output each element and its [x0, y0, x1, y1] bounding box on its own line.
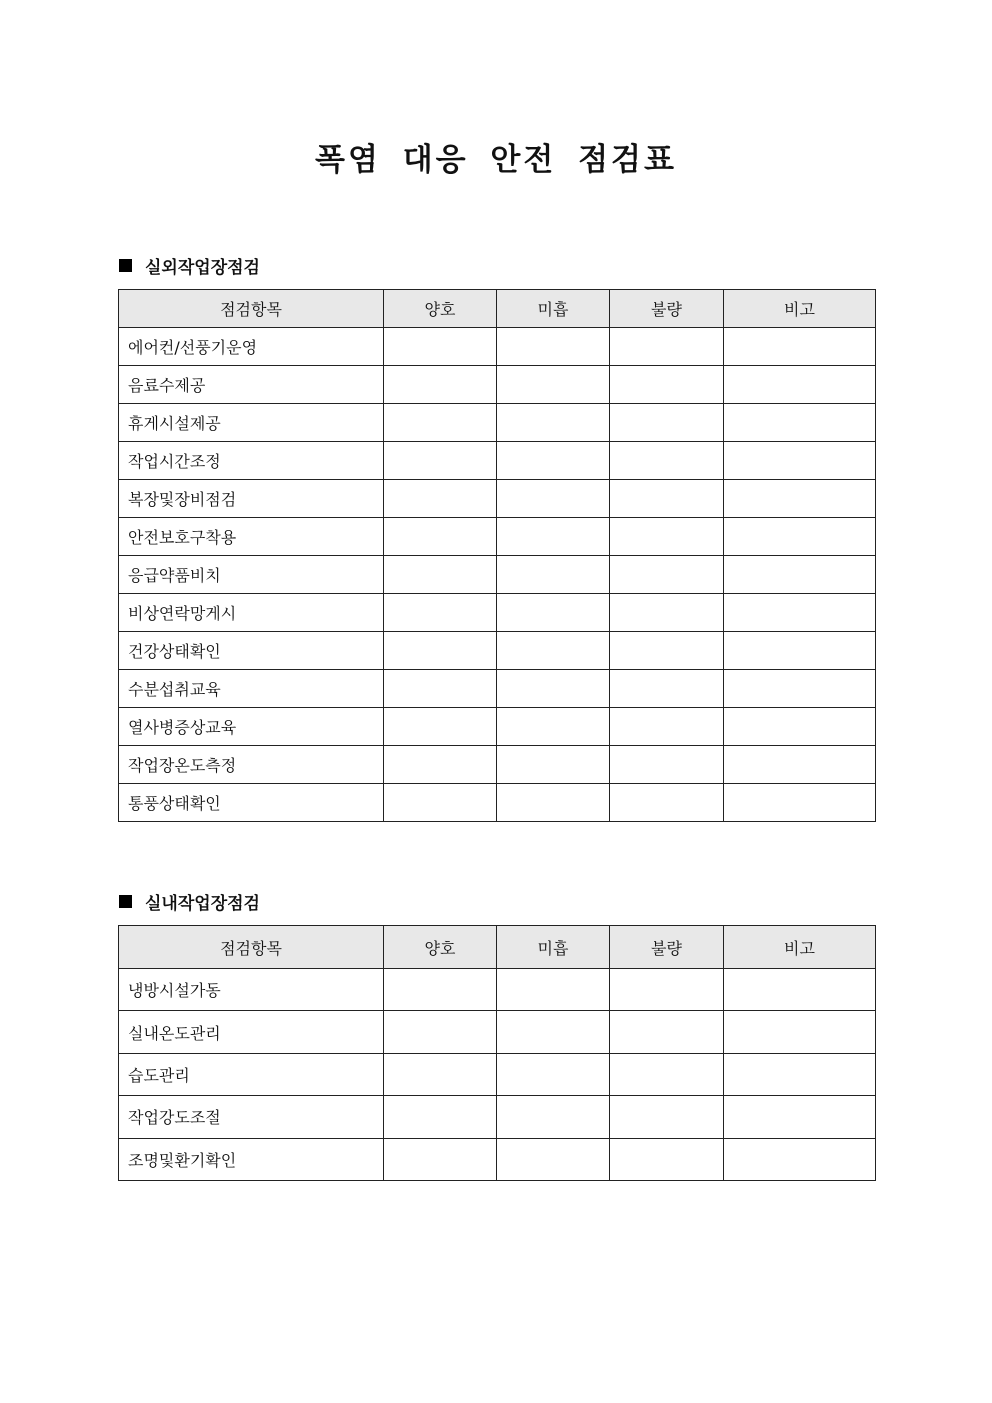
- table-row: [119, 632, 876, 670]
- check-item-label: 습도관리: [119, 1053, 384, 1095]
- remarks-cell[interactable]: [724, 670, 876, 708]
- insufficient-cell[interactable]: [497, 708, 610, 746]
- section-heading-outdoor: [119, 253, 260, 278]
- good-cell[interactable]: [384, 442, 497, 480]
- square-bullet-icon: [119, 895, 132, 908]
- column-header-remarks: 비고: [724, 290, 876, 328]
- remarks-cell[interactable]: [724, 1138, 876, 1180]
- insufficient-cell[interactable]: [497, 518, 610, 556]
- insufficient-cell[interactable]: [497, 328, 610, 366]
- check-item-label: 수분섭취교육: [119, 670, 384, 708]
- indoor-checklist-table: [118, 925, 876, 1181]
- table-row: [119, 328, 876, 366]
- column-header-item: 점검항목: [119, 926, 384, 969]
- poor-cell[interactable]: [610, 1096, 724, 1138]
- good-cell[interactable]: [384, 1096, 497, 1138]
- table-row: [119, 1011, 876, 1053]
- table-row: [119, 556, 876, 594]
- poor-cell[interactable]: [610, 1138, 724, 1180]
- insufficient-cell[interactable]: [497, 404, 610, 442]
- check-item-label: 조명및환기확인: [119, 1138, 384, 1180]
- remarks-cell[interactable]: [724, 518, 876, 556]
- poor-cell[interactable]: [610, 746, 724, 784]
- insufficient-cell[interactable]: [497, 366, 610, 404]
- good-cell[interactable]: [384, 1138, 497, 1180]
- check-item-label: 통풍상태확인: [119, 784, 384, 822]
- poor-cell[interactable]: [610, 556, 724, 594]
- poor-cell[interactable]: [610, 969, 724, 1011]
- check-item-label: 작업시간조정: [119, 442, 384, 480]
- outdoor-checklist-table: [118, 289, 876, 822]
- good-cell[interactable]: [384, 632, 497, 670]
- good-cell[interactable]: [384, 480, 497, 518]
- check-item-label: 비상연락망게시: [119, 594, 384, 632]
- good-cell[interactable]: [384, 594, 497, 632]
- check-item-label: 냉방시설가동: [119, 969, 384, 1011]
- table-row: [119, 708, 876, 746]
- poor-cell[interactable]: [610, 518, 724, 556]
- section-heading-indoor: [119, 889, 260, 914]
- insufficient-cell[interactable]: [497, 746, 610, 784]
- good-cell[interactable]: [384, 670, 497, 708]
- table-row: [119, 784, 876, 822]
- column-header-remarks: 비고: [724, 926, 876, 969]
- poor-cell[interactable]: [610, 442, 724, 480]
- insufficient-cell[interactable]: [497, 1096, 610, 1138]
- good-cell[interactable]: [384, 969, 497, 1011]
- poor-cell[interactable]: [610, 404, 724, 442]
- check-item-label: 에어컨/선풍기운영: [119, 328, 384, 366]
- remarks-cell[interactable]: [724, 442, 876, 480]
- remarks-cell[interactable]: [724, 632, 876, 670]
- good-cell[interactable]: [384, 784, 497, 822]
- table-row: [119, 404, 876, 442]
- remarks-cell[interactable]: [724, 746, 876, 784]
- good-cell[interactable]: [384, 328, 497, 366]
- check-item-label: 안전보호구착용: [119, 518, 384, 556]
- table-row: [119, 518, 876, 556]
- remarks-cell[interactable]: [724, 480, 876, 518]
- insufficient-cell[interactable]: [497, 480, 610, 518]
- poor-cell[interactable]: [610, 632, 724, 670]
- table-row: [119, 969, 876, 1011]
- table-row: [119, 1096, 876, 1138]
- column-header-poor: 불량: [610, 290, 724, 328]
- insufficient-cell[interactable]: [497, 784, 610, 822]
- column-header-insufficient: 미흡: [497, 290, 610, 328]
- table-row: [119, 670, 876, 708]
- good-cell[interactable]: [384, 1011, 497, 1053]
- insufficient-cell[interactable]: [497, 969, 610, 1011]
- remarks-cell[interactable]: [724, 366, 876, 404]
- poor-cell[interactable]: [610, 594, 724, 632]
- remarks-cell[interactable]: [724, 404, 876, 442]
- poor-cell[interactable]: [610, 784, 724, 822]
- check-item-label: 응급약품비치: [119, 556, 384, 594]
- poor-cell[interactable]: [610, 1011, 724, 1053]
- good-cell[interactable]: [384, 708, 497, 746]
- insufficient-cell[interactable]: [497, 1138, 610, 1180]
- insufficient-cell[interactable]: [497, 556, 610, 594]
- section-heading-label: 실외작업장점검: [145, 258, 260, 278]
- remarks-cell[interactable]: [724, 1011, 876, 1053]
- remarks-cell[interactable]: [724, 969, 876, 1011]
- table-header-row: [119, 290, 876, 328]
- poor-cell[interactable]: [610, 670, 724, 708]
- table-row: [119, 594, 876, 632]
- check-item-label: 음료수제공: [119, 366, 384, 404]
- good-cell[interactable]: [384, 404, 497, 442]
- remarks-cell[interactable]: [724, 1096, 876, 1138]
- table-row: [119, 480, 876, 518]
- good-cell[interactable]: [384, 518, 497, 556]
- table-row: [119, 1138, 876, 1180]
- check-item-label: 건강상태확인: [119, 632, 384, 670]
- check-item-label: 열사병증상교육: [119, 708, 384, 746]
- table-row: [119, 1053, 876, 1095]
- remarks-cell[interactable]: [724, 594, 876, 632]
- column-header-good: 양호: [384, 290, 497, 328]
- poor-cell[interactable]: [610, 328, 724, 366]
- insufficient-cell[interactable]: [497, 632, 610, 670]
- column-header-insufficient: 미흡: [497, 926, 610, 969]
- good-cell[interactable]: [384, 746, 497, 784]
- insufficient-cell[interactable]: [497, 670, 610, 708]
- section-heading-label: 실내작업장점검: [145, 894, 260, 914]
- square-bullet-icon: [119, 259, 132, 272]
- remarks-cell[interactable]: [724, 784, 876, 822]
- good-cell[interactable]: [384, 366, 497, 404]
- table-row: [119, 366, 876, 404]
- check-item-label: 실내온도관리: [119, 1011, 384, 1053]
- remarks-cell[interactable]: [724, 328, 876, 366]
- table-header-row: [119, 926, 876, 969]
- check-item-label: 복장및장비점검: [119, 480, 384, 518]
- insufficient-cell[interactable]: [497, 442, 610, 480]
- check-item-label: 작업강도조절: [119, 1096, 384, 1138]
- good-cell[interactable]: [384, 1053, 497, 1095]
- good-cell[interactable]: [384, 556, 497, 594]
- poor-cell[interactable]: [610, 708, 724, 746]
- column-header-good: 양호: [384, 926, 497, 969]
- insufficient-cell[interactable]: [497, 594, 610, 632]
- remarks-cell[interactable]: [724, 1053, 876, 1095]
- poor-cell[interactable]: [610, 480, 724, 518]
- remarks-cell[interactable]: [724, 708, 876, 746]
- poor-cell[interactable]: [610, 1053, 724, 1095]
- check-item-label: 작업장온도측정: [119, 746, 384, 784]
- insufficient-cell[interactable]: [497, 1011, 610, 1053]
- table-row: [119, 746, 876, 784]
- column-header-poor: 불량: [610, 926, 724, 969]
- document-title: 폭염 대응 안전 점검표: [315, 142, 677, 178]
- table-row: [119, 442, 876, 480]
- poor-cell[interactable]: [610, 366, 724, 404]
- remarks-cell[interactable]: [724, 556, 876, 594]
- check-item-label: 휴게시설제공: [119, 404, 384, 442]
- column-header-item: 점검항목: [119, 290, 384, 328]
- insufficient-cell[interactable]: [497, 1053, 610, 1095]
